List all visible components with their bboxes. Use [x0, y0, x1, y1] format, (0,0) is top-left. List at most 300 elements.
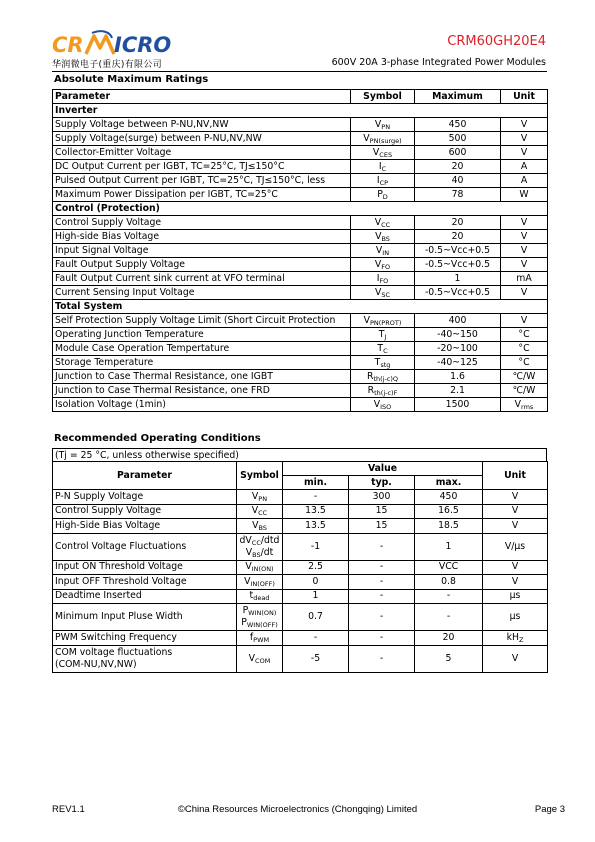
unit-text: V	[520, 286, 528, 298]
abs-symbol-cell	[351, 244, 415, 258]
abs-parameter-cell: Control Supply Voltage	[53, 216, 351, 230]
symbol-letter: V	[363, 314, 370, 326]
abs-parameter-cell: Fault Output Supply Voltage	[53, 258, 351, 272]
unit-text: V	[520, 216, 528, 228]
symbol-subscript: J	[384, 332, 387, 341]
symbol-subscript: CES	[379, 150, 393, 159]
abs-symbol-cell	[351, 258, 415, 272]
unit-text: A	[520, 160, 528, 172]
symbol-subscript: SC	[381, 290, 391, 299]
abs-header-unit: Unit	[501, 90, 548, 104]
abs-symbol-cell	[351, 356, 415, 370]
symbol-subscript: PN	[258, 494, 268, 503]
abs-group-title: Total System	[53, 300, 548, 314]
svg-text:ICRO: ICRO	[114, 33, 172, 57]
symbol-subscript: FO	[381, 262, 391, 271]
abs-table-row	[53, 146, 548, 160]
abs-header-parameter: Parameter	[53, 90, 351, 104]
rec-max-cell: 18.5	[415, 519, 483, 534]
abs-section-title: Absolute Maximum Ratings	[54, 74, 209, 85]
rec-symbol-cell	[237, 631, 283, 646]
abs-unit-cell	[501, 160, 548, 174]
rec-max-cell: VCC	[415, 560, 483, 575]
abs-table-row	[53, 188, 548, 202]
symbol-letter: V	[248, 652, 256, 664]
symbol-subscript: stg	[380, 360, 391, 369]
abs-table-row	[53, 342, 548, 356]
abs-group-row	[53, 202, 548, 216]
rec-unit-cell	[483, 504, 548, 519]
abs-unit-cell	[501, 314, 548, 328]
rec-max-cell: -	[415, 604, 483, 631]
rec-table-row	[53, 560, 548, 575]
abs-unit-cell	[501, 370, 548, 384]
abs-maximum-cell: -0.5~Vcc+0.5	[415, 286, 501, 300]
unit-text: V	[520, 314, 528, 326]
unit-text: μs	[509, 611, 521, 622]
parameter-text: Control Supply Voltage	[55, 505, 162, 517]
rec-max-cell: -	[415, 589, 483, 604]
rec-max-cell: 450	[415, 490, 483, 505]
abs-parameter-cell: Storage Temperature	[53, 356, 351, 370]
abs-maximum-cell: -40~125	[415, 356, 501, 370]
rec-min-cell: 0	[283, 575, 349, 590]
rec-header-symbol: Symbol	[237, 462, 283, 490]
abs-table-row	[53, 328, 548, 342]
symbol-letter: T	[374, 356, 381, 368]
rec-parameter-cell	[53, 504, 237, 519]
symbol-letter: V	[374, 258, 382, 270]
symbol-line-2	[239, 547, 280, 559]
symbol-letter: V	[251, 490, 259, 502]
symbol-letter: P	[241, 617, 247, 628]
unit-text: mA	[516, 272, 532, 284]
symbol-letter: V	[375, 244, 383, 256]
abs-maximum-cell: -0.5~Vcc+0.5	[415, 258, 501, 272]
symbol-subscript: IN(ON)	[251, 565, 274, 574]
symbol-line	[239, 653, 280, 665]
abs-table-row	[53, 314, 548, 328]
abs-symbol-cell	[351, 174, 415, 188]
rec-min-cell: -	[283, 490, 349, 505]
symbol-letter: I	[376, 174, 380, 186]
abs-maximum-cell: 600	[415, 146, 501, 160]
header-rule	[52, 71, 547, 72]
symbol-letter: R	[367, 384, 375, 396]
unit-subscript: Z	[518, 635, 524, 644]
parameter-text: PWM Switching Frequency	[55, 631, 177, 643]
symbol-letter: V	[245, 561, 252, 573]
parameter-text: Input ON Threshold Voltage	[55, 561, 183, 573]
abs-symbol-cell	[351, 160, 415, 174]
rec-unit-cell	[483, 519, 548, 534]
symbol-subscript: CC	[381, 220, 391, 229]
abs-table-row	[53, 398, 548, 412]
rec-max-cell: 5	[415, 645, 483, 672]
rec-min-cell: -	[283, 631, 349, 646]
abs-header-symbol: Symbol	[351, 90, 415, 104]
rec-parameter-cell	[53, 490, 237, 505]
abs-table-row	[53, 286, 548, 300]
rec-typ-cell: -	[349, 575, 415, 590]
abs-table-row	[53, 230, 548, 244]
rec-typ-cell: 300	[349, 490, 415, 505]
abs-parameter-cell: DC Output Current per IGBT, TC=25°C, TJ≤150°C	[53, 160, 351, 174]
abs-maximum-cell: 20	[415, 230, 501, 244]
rec-typ-cell: -	[349, 560, 415, 575]
symbol-subscript: IN(OFF)	[250, 579, 275, 588]
abs-symbol-cell	[351, 230, 415, 244]
abs-table-row	[53, 118, 548, 132]
rec-symbol-cell	[237, 575, 283, 590]
rec-typ-cell: -	[349, 589, 415, 604]
symbol-subscript: D	[382, 192, 388, 201]
abs-unit-cell	[501, 286, 548, 300]
abs-parameter-cell: High-side Bias Voltage	[53, 230, 351, 244]
symbol-line	[239, 535, 280, 547]
rec-symbol-cell	[237, 589, 283, 604]
unit-text: °C	[518, 342, 530, 354]
footer-revision: REV1.1	[52, 804, 85, 815]
symbol-tail: /dtd	[260, 534, 280, 546]
rec-table-row	[53, 575, 548, 590]
symbol-letter: V	[252, 519, 259, 531]
abs-table-row	[53, 258, 548, 272]
rec-header-parameter: Parameter	[53, 462, 237, 490]
abs-maximum-cell: -40~150	[415, 328, 501, 342]
rec-unit-cell	[483, 645, 548, 672]
abs-maximum-cell: 20	[415, 160, 501, 174]
part-number: CRM60GH20E4	[447, 34, 546, 49]
symbol-letter: T	[377, 342, 384, 354]
symbol-letter: V	[374, 216, 382, 228]
abs-table-row	[53, 132, 548, 146]
parameter-text: COM voltage fluctuations	[55, 646, 173, 658]
parameter-text: Input OFF Threshold Voltage	[55, 575, 187, 587]
abs-maximum-cell: 20	[415, 216, 501, 230]
rec-min-cell: 13.5	[283, 504, 349, 519]
symbol-subscript: BS	[252, 550, 261, 559]
abs-maximum-cell: -0.5~Vcc+0.5	[415, 244, 501, 258]
parameter-text: P-N Supply Voltage	[55, 490, 144, 502]
symbol-subscript: dead	[253, 594, 270, 603]
abs-symbol-cell	[351, 216, 415, 230]
abs-unit-cell	[501, 132, 548, 146]
abs-maximum-cell: 78	[415, 188, 501, 202]
unit-text: V	[514, 398, 522, 410]
abs-parameter-cell: Maximum Power Dissipation per IGBT, TC=25°C	[53, 188, 351, 202]
unit-text: V	[520, 146, 528, 158]
abs-parameter-cell: Junction to Case Thermal Resistance, one FRD	[53, 384, 351, 398]
unit-text: V	[520, 258, 528, 270]
symbol-subscript: ISO	[380, 402, 392, 411]
unit-text: V	[511, 519, 519, 531]
abs-symbol-cell	[351, 118, 415, 132]
footer-page-number: Page 3	[534, 804, 565, 815]
rec-header-typ: typ.	[349, 476, 415, 490]
abs-table-row	[53, 160, 548, 174]
parameter-text: Minimum Input Pluse Width	[55, 611, 183, 622]
unit-text: ℃/W	[512, 384, 536, 396]
symbol-subscript: th(j-c)F	[374, 388, 398, 397]
unit-subscript: rms	[521, 402, 534, 411]
abs-unit-cell	[501, 384, 548, 398]
abs-group-title: Control (Protection)	[53, 202, 548, 216]
symbol-letter: P	[242, 605, 249, 616]
rec-header-max: max.	[415, 476, 483, 490]
abs-unit-cell	[501, 342, 548, 356]
abs-parameter-cell: Junction to Case Thermal Resistance, one IGBT	[53, 370, 351, 384]
abs-table-row	[53, 356, 548, 370]
abs-group-row	[53, 104, 548, 118]
symbol-line	[239, 505, 280, 517]
rec-unit-cell	[483, 533, 548, 560]
unit-text: V	[511, 561, 519, 573]
rec-header-row	[53, 462, 548, 476]
abs-symbol-cell	[351, 286, 415, 300]
symbol-letter: R	[366, 370, 374, 382]
symbol-line	[239, 576, 280, 588]
rec-table-row	[53, 504, 548, 519]
abs-unit-cell	[501, 272, 548, 286]
rec-max-cell: 1	[415, 533, 483, 560]
rec-min-cell: 1	[283, 589, 349, 604]
rec-header-value: Value	[283, 462, 483, 476]
unit-text: V	[520, 244, 528, 256]
rec-symbol-cell	[237, 645, 283, 672]
abs-parameter-cell: Self Protection Supply Voltage Limit (Short Circuit Protection	[53, 314, 351, 328]
parameter-text: High-Side Bias Voltage	[55, 519, 161, 531]
unit-text: V/μs	[504, 540, 526, 552]
abs-maximum-cell: 40	[415, 174, 501, 188]
rec-symbol-cell	[237, 490, 283, 505]
rec-typ-cell: 15	[349, 519, 415, 534]
abs-maximum-cell: 1	[415, 272, 501, 286]
abs-symbol-cell	[351, 272, 415, 286]
company-logo	[52, 30, 187, 60]
rec-typ-cell: -	[349, 645, 415, 672]
rec-symbol-cell	[237, 504, 283, 519]
parameter-text: Control Voltage Fluctuations	[55, 540, 187, 552]
abs-symbol-cell	[351, 342, 415, 356]
rec-condition-note: (Tj = 25 °C, unless otherwise specified)	[52, 448, 547, 461]
rec-table-row	[53, 631, 548, 646]
rec-table-row	[53, 519, 548, 534]
parameter-text: Deadtime Inserted	[55, 590, 142, 602]
symbol-subscript: PN(surge)	[369, 136, 402, 145]
symbol-line-2	[239, 617, 280, 629]
abs-maximum-cell: 400	[415, 314, 501, 328]
abs-parameter-cell: Fault Output Current sink current at VFO terminal	[53, 272, 351, 286]
rec-typ-cell: -	[349, 631, 415, 646]
rec-unit-cell	[483, 631, 548, 646]
abs-maximum-cell: 1500	[415, 398, 501, 412]
rec-unit-cell	[483, 604, 548, 631]
footer-copyright: ©China Resources Microelectronics (Chongqing) Limited	[177, 804, 418, 815]
rec-table-row	[53, 490, 548, 505]
symbol-subscript: CC	[251, 538, 261, 547]
abs-maximum-cell: -20~100	[415, 342, 501, 356]
rec-unit-cell	[483, 560, 548, 575]
symbol-letter: f	[249, 631, 254, 643]
rec-parameter-cell	[53, 589, 237, 604]
symbol-letter: V	[374, 286, 382, 298]
absolute-maximum-ratings-table	[52, 89, 548, 412]
unit-text: V	[511, 652, 519, 664]
symbol-letter: V	[372, 146, 380, 158]
abs-header-row	[53, 90, 548, 104]
abs-table-row	[53, 370, 548, 384]
symbol-line	[239, 520, 280, 532]
rec-table-row	[53, 589, 548, 604]
symbol-letter: P	[377, 188, 383, 200]
recommended-operating-conditions-table	[52, 461, 548, 673]
abs-unit-cell	[501, 356, 548, 370]
abs-unit-cell	[501, 398, 548, 412]
abs-symbol-cell	[351, 188, 415, 202]
rec-parameter-cell	[53, 560, 237, 575]
abs-table-row	[53, 244, 548, 258]
parameter-text-line2: (COM-NU,NV,NW)	[55, 658, 137, 670]
symbol-letter: I	[378, 160, 382, 172]
abs-parameter-cell: Current Sensing Input Voltage	[53, 286, 351, 300]
abs-maximum-cell: 500	[415, 132, 501, 146]
unit-text: μs	[509, 590, 521, 602]
abs-table-row	[53, 272, 548, 286]
abs-unit-cell	[501, 146, 548, 160]
rec-table-row	[53, 604, 548, 631]
symbol-line	[239, 561, 280, 573]
abs-parameter-cell: Pulsed Output Current per IGBT, TC=25°C, TJ≤150°C, less	[53, 174, 351, 188]
symbol-letter: dV	[239, 534, 252, 546]
rec-symbol-cell	[237, 604, 283, 631]
abs-parameter-cell: Supply Voltage between P-NU,NV,NW	[53, 118, 351, 132]
symbol-subscript: WIN(ON)	[248, 609, 277, 617]
rec-parameter-cell	[53, 631, 237, 646]
unit-text: V	[511, 575, 519, 587]
rec-symbol-cell	[237, 560, 283, 575]
unit-text: V	[520, 230, 528, 242]
abs-unit-cell	[501, 216, 548, 230]
rec-table-row	[53, 645, 548, 672]
abs-parameter-cell: Input Signal Voltage	[53, 244, 351, 258]
symbol-subscript: PN	[381, 122, 391, 131]
symbol-letter: V	[244, 575, 251, 587]
symbol-subscript: CC	[258, 509, 268, 518]
unit-text: W	[519, 188, 529, 200]
symbol-subscript: IN	[382, 248, 390, 257]
unit-text: °C	[518, 356, 530, 368]
abs-symbol-cell	[351, 146, 415, 160]
symbol-tail: /dt	[260, 546, 274, 558]
rec-parameter-cell	[53, 519, 237, 534]
rec-parameter-cell	[53, 604, 237, 631]
rec-min-cell: 13.5	[283, 519, 349, 534]
symbol-subscript: C	[383, 346, 388, 355]
abs-table-row	[53, 216, 548, 230]
unit-text: A	[520, 174, 528, 186]
abs-symbol-cell	[351, 328, 415, 342]
rec-header-unit: Unit	[483, 462, 548, 490]
rec-min-cell: 0.7	[283, 604, 349, 631]
unit-text: °C	[518, 328, 530, 340]
rec-min-cell: -1	[283, 533, 349, 560]
rec-unit-cell	[483, 589, 548, 604]
symbol-letter: t	[249, 590, 254, 602]
symbol-subscript: BS	[258, 523, 267, 532]
abs-group-title: Inverter	[53, 104, 548, 118]
symbol-line	[239, 590, 280, 602]
symbol-line	[239, 632, 280, 644]
unit-text: ℃/W	[512, 370, 536, 382]
symbol-subscript: CP	[379, 178, 389, 187]
abs-header-maximum: Maximum	[415, 90, 501, 104]
document-subtitle: 600V 20A 3-phase Integrated Power Modules	[331, 57, 546, 68]
unit-text: kH	[506, 631, 519, 643]
abs-unit-cell	[501, 244, 548, 258]
rec-header-min: min.	[283, 476, 349, 490]
abs-parameter-cell: Supply Voltage(surge) between P-NU,NV,NW	[53, 132, 351, 146]
abs-maximum-cell: 450	[415, 118, 501, 132]
rec-section-title: Recommended Operating Conditions	[54, 433, 261, 444]
abs-symbol-cell	[351, 370, 415, 384]
rec-min-cell: 2.5	[283, 560, 349, 575]
symbol-subscript: C	[381, 164, 387, 173]
rec-symbol-cell	[237, 519, 283, 534]
abs-symbol-cell	[351, 384, 415, 398]
rec-max-cell: 16.5	[415, 504, 483, 519]
rec-parameter-cell	[53, 575, 237, 590]
rec-typ-cell: 15	[349, 504, 415, 519]
symbol-line	[239, 605, 280, 617]
symbol-letter: V	[375, 230, 382, 242]
rec-typ-cell: -	[349, 533, 415, 560]
symbol-subscript: COM	[255, 656, 271, 665]
abs-parameter-cell: Operating Junction Temperature	[53, 328, 351, 342]
abs-parameter-cell: Collector-Emitter Voltage	[53, 146, 351, 160]
abs-symbol-cell	[351, 398, 415, 412]
rec-parameter-cell	[53, 533, 237, 560]
company-name-cn: 华润微电子(重庆)有限公司	[52, 60, 162, 70]
unit-text: V	[520, 118, 528, 130]
rec-parameter-cell	[53, 645, 237, 672]
symbol-subscript: WIN(OFF)	[246, 621, 278, 629]
abs-group-row	[53, 300, 548, 314]
symbol-subscript: PWM	[253, 635, 270, 644]
symbol-letter: V	[245, 546, 253, 558]
rec-unit-cell	[483, 490, 548, 505]
rec-table-row	[53, 533, 548, 560]
abs-unit-cell	[501, 188, 548, 202]
rec-symbol-cell	[237, 533, 283, 560]
abs-unit-cell	[501, 328, 548, 342]
abs-parameter-cell: Module Case Operation Tempertature	[53, 342, 351, 356]
symbol-letter: I	[376, 272, 380, 284]
symbol-letter: T	[378, 328, 385, 340]
svg-text:CR: CR	[52, 33, 84, 57]
rec-max-cell: 20	[415, 631, 483, 646]
symbol-letter: V	[373, 398, 381, 410]
unit-text: V	[520, 132, 528, 144]
rec-min-cell: -5	[283, 645, 349, 672]
abs-symbol-cell	[351, 314, 415, 328]
symbol-letter: V	[251, 505, 259, 517]
rec-typ-cell: -	[349, 604, 415, 631]
abs-unit-cell	[501, 118, 548, 132]
abs-table-row	[53, 174, 548, 188]
abs-unit-cell	[501, 230, 548, 244]
abs-maximum-cell: 1.6	[415, 370, 501, 384]
